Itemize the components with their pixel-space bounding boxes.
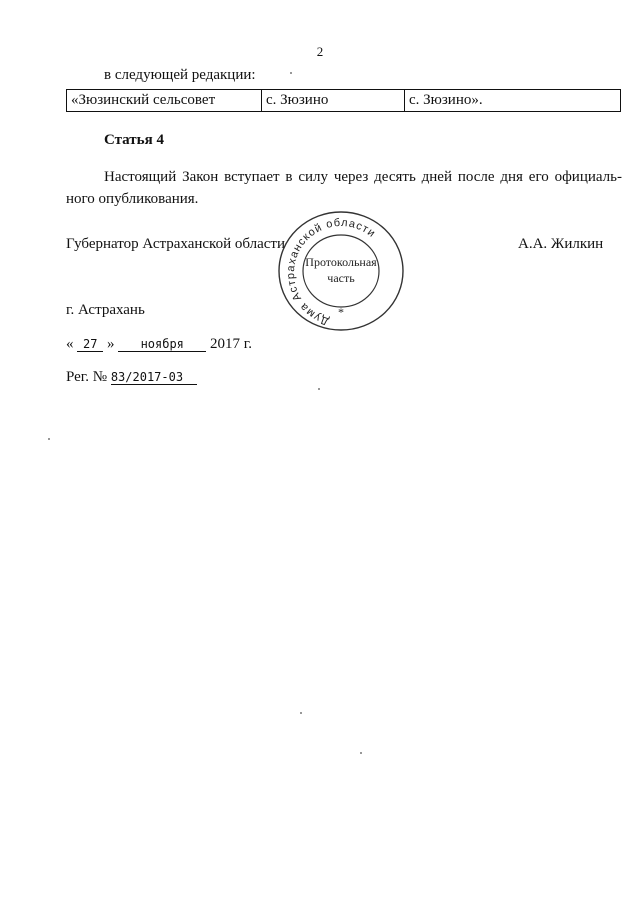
city-name: г. Астрахань — [66, 302, 145, 318]
signatory-title: Губернатор Астраханской области — [66, 236, 286, 252]
table-cell: с. Зюзино». — [405, 90, 621, 112]
scan-speck — [290, 72, 292, 74]
article-text — [66, 166, 622, 210]
article-text-body: Настоящий Закон вступает в силу через десять дней после дня его официаль-ного опубликования. — [66, 169, 622, 207]
date-year: 2017 г. — [210, 336, 252, 352]
date-close-quote: » — [107, 336, 115, 352]
scan-speck — [360, 752, 362, 754]
article-title: Статья 4 — [104, 132, 164, 148]
date-line — [66, 336, 252, 353]
scan-speck — [48, 438, 50, 440]
settlements-table — [66, 89, 621, 112]
table-cell: с. Зюзино — [262, 90, 405, 112]
seal-star: * — [338, 305, 344, 319]
scan-speck — [318, 388, 320, 390]
seal-center-line1: Протокольная — [305, 255, 377, 269]
date-open-quote: « — [66, 336, 74, 352]
official-seal — [276, 208, 406, 333]
seal-ring-text: Дума Астраханской области — [284, 216, 378, 328]
table-row — [67, 90, 621, 112]
page-number: 2 — [316, 44, 324, 59]
scan-speck — [300, 712, 302, 714]
registration-label: Рег. № — [66, 369, 108, 385]
date-day: 27 — [77, 337, 103, 352]
table-cell: «Зюзинский сельсовет — [67, 90, 262, 112]
date-month: ноября — [118, 337, 206, 352]
registration-number: 83/2017-03 — [111, 370, 197, 385]
registration-line — [66, 369, 197, 386]
intro-text: в следующей редакции: — [104, 67, 256, 83]
signatory-name: А.А. Жилкин — [518, 236, 604, 252]
seal-center-line2: часть — [327, 271, 355, 285]
